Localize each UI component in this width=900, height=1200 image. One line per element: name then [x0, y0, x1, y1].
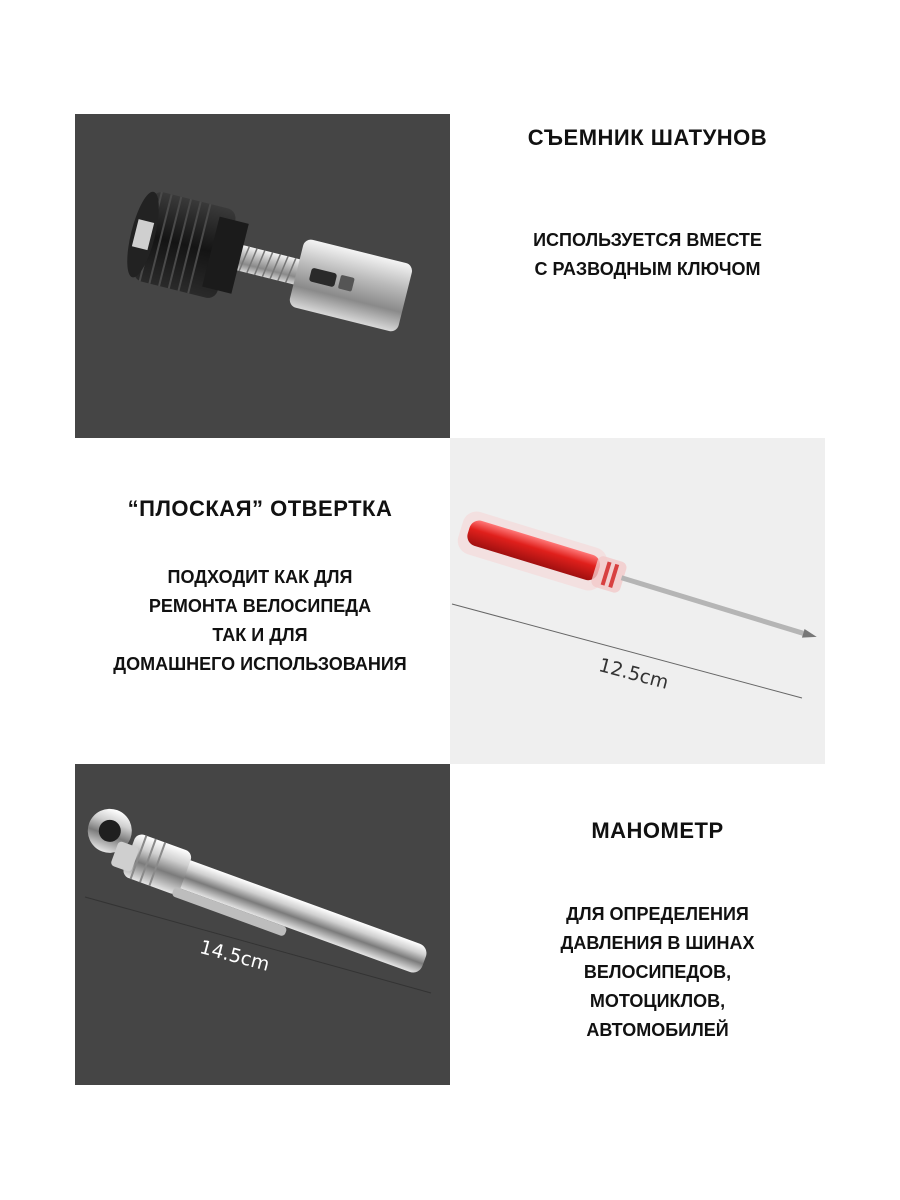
item-title: “ПЛОСКАЯ” ОТВЕРТКА — [127, 496, 393, 521]
description-line: ДОМАШНЕГО ИСПОЛЬЗОВАНИЯ — [113, 654, 407, 674]
description-line: ВЕЛОСИПЕДОВ, — [583, 962, 732, 982]
crank-puller-icon — [75, 114, 450, 438]
description-line: ИСПОЛЬЗУЕТСЯ ВМЕСТЕ — [533, 230, 762, 250]
description-line: ДАВЛЕНИЯ В ШИНАХ — [560, 933, 755, 953]
item-title: МАНОМЕТР — [591, 818, 724, 843]
item-description — [60, 563, 460, 679]
crank-puller-image — [75, 114, 450, 438]
item-description — [470, 900, 845, 1045]
pressure-gauge-image — [75, 764, 450, 1085]
dimension-label: 12.5cm — [596, 654, 671, 694]
screwdriver-icon — [450, 438, 825, 764]
dimension-label: 14.5cm — [197, 936, 272, 976]
pressure-gauge-icon — [75, 764, 450, 1085]
description-line: РЕМОНТА ВЕЛОСИПЕДА — [148, 596, 372, 616]
item-title: СЪЕМНИК ШАТУНОВ — [527, 125, 768, 150]
description-line: С РАЗВОДНЫМ КЛЮЧОМ — [534, 259, 761, 279]
description-line: ТАК И ДЛЯ — [212, 625, 308, 645]
item-description — [460, 226, 835, 284]
screwdriver-image — [450, 438, 825, 764]
description-line: АВТОМОБИЛЕЙ — [586, 1020, 729, 1040]
description-line: МОТОЦИКЛОВ, — [589, 991, 726, 1011]
description-line: ПОДХОДИТ КАК ДЛЯ — [167, 567, 353, 587]
description-line: ДЛЯ ОПРЕДЕЛЕНИЯ — [566, 904, 749, 924]
